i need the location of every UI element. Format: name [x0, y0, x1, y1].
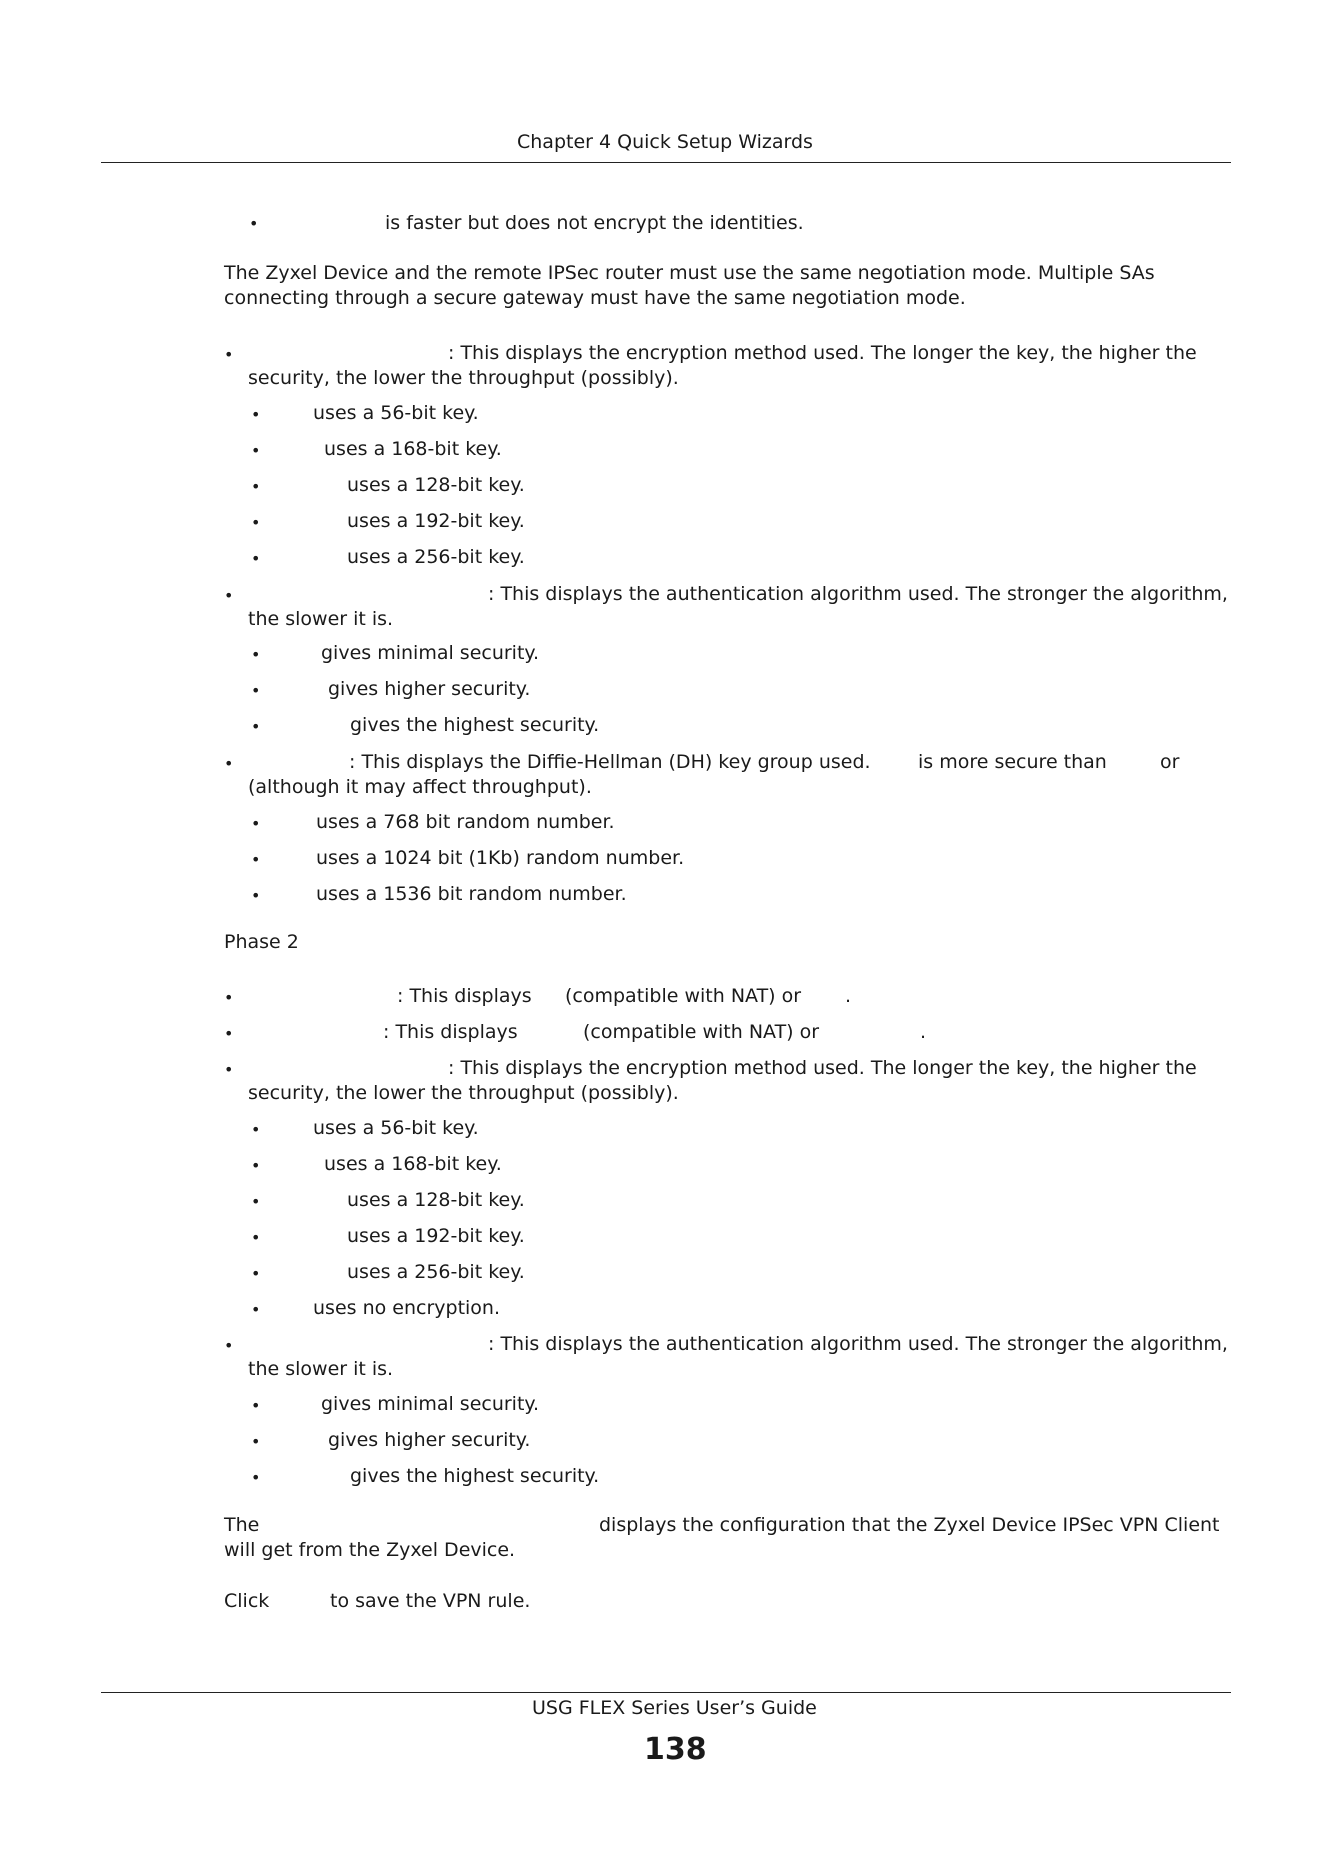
- text-line: is more secure than: [918, 751, 1107, 773]
- text-line: displays the configuration that the Zyxel Device IPSec VPN Client: [599, 1514, 1220, 1536]
- text-line: uses a 56-bit key.: [313, 1117, 479, 1139]
- bullet-marker: [251, 852, 260, 868]
- bullet-marker: [251, 407, 260, 423]
- text-line: uses a 168-bit key.: [324, 438, 502, 460]
- text-line: or: [1160, 751, 1180, 773]
- text-line: uses no encryption.: [313, 1297, 501, 1319]
- bullet-marker: [251, 888, 260, 904]
- text-line: to save the VPN rule.: [330, 1590, 531, 1612]
- bullet-marker: [251, 1434, 260, 1450]
- text-line: is faster but does not encrypt the identities.: [385, 212, 804, 234]
- text-line: uses a 768 bit random number.: [316, 811, 615, 833]
- bullet-marker: [251, 1266, 260, 1282]
- text-line: The: [224, 1514, 260, 1536]
- text-line: will get from the Zyxel Device.: [224, 1539, 516, 1561]
- text-line: uses a 192-bit key.: [347, 1225, 525, 1247]
- bullet-marker: [251, 816, 260, 832]
- bullet-marker: [224, 990, 233, 1006]
- bullet-marker: [224, 1062, 233, 1078]
- text-line: uses a 56-bit key.: [313, 402, 479, 424]
- text-line: : This displays the authentication algorithm used. The stronger the algorithm,: [488, 1333, 1228, 1355]
- text-line: : This displays the encryption method used. The longer the key, the higher the: [448, 1057, 1197, 1079]
- bullet-marker: [251, 1230, 260, 1246]
- bullet-marker: [251, 1122, 260, 1138]
- bullet-marker: [251, 647, 260, 663]
- text-line: uses a 168-bit key.: [324, 1153, 502, 1175]
- bullet-marker: [251, 1302, 260, 1318]
- text-line: .: [845, 985, 852, 1007]
- text-line: : This displays: [397, 985, 532, 1007]
- bullet-marker: [251, 515, 260, 531]
- header-rule: [101, 162, 1231, 163]
- bullet-marker: [224, 756, 233, 772]
- text-line: (although it may affect throughput).: [248, 776, 592, 798]
- text-line: Click: [224, 1590, 270, 1612]
- text-line: uses a 1024 bit (1Kb) random number.: [316, 847, 685, 869]
- text-line: uses a 128-bit key.: [347, 474, 525, 496]
- text-line: uses a 256-bit key.: [347, 1261, 525, 1283]
- footer-guide-title: USG FLEX Series User’s Guide: [532, 1697, 817, 1719]
- text-line: gives higher security.: [328, 1429, 531, 1451]
- bullet-marker: [224, 588, 233, 604]
- bullet-marker: [251, 1194, 260, 1210]
- bullet-marker: [249, 216, 258, 232]
- bullet-marker: [224, 1338, 233, 1354]
- bullet-marker: [251, 719, 260, 735]
- text-line: : This displays the Diffie-Hellman (DH) key group used.: [349, 751, 871, 773]
- text-line: the slower it is.: [248, 608, 394, 630]
- text-line: uses a 256-bit key.: [347, 546, 525, 568]
- footer-rule: [101, 1692, 1231, 1693]
- text-line: : This displays the encryption method used. The longer the key, the higher the: [448, 342, 1197, 364]
- bullet-marker: [251, 443, 260, 459]
- bullet-marker: [224, 1026, 233, 1042]
- section-label: Phase 2: [224, 931, 299, 953]
- text-line: (compatible with NAT) or: [565, 985, 802, 1007]
- bullet-marker: [251, 683, 260, 699]
- text-line: gives minimal security.: [321, 1393, 539, 1415]
- bullet-marker: [251, 1158, 260, 1174]
- page-number: 138: [644, 1732, 707, 1767]
- text-line: uses a 192-bit key.: [347, 510, 525, 532]
- text-line: gives the highest security.: [350, 1465, 600, 1487]
- bullet-marker: [251, 1470, 260, 1486]
- text-line: (compatible with NAT) or: [583, 1021, 820, 1043]
- text-line: connecting through a secure gateway must have the same negotiation mode.: [224, 287, 966, 309]
- bullet-marker: [251, 1398, 260, 1414]
- text-line: uses a 1536 bit random number.: [316, 883, 627, 905]
- text-line: gives minimal security.: [321, 642, 539, 664]
- text-line: : This displays the authentication algorithm used. The stronger the algorithm,: [488, 583, 1228, 605]
- text-line: uses a 128-bit key.: [347, 1189, 525, 1211]
- text-line: gives higher security.: [328, 678, 531, 700]
- text-line: .: [920, 1021, 927, 1043]
- text-line: the slower it is.: [248, 1358, 394, 1380]
- text-line: : This displays: [383, 1021, 518, 1043]
- bullet-marker: [224, 347, 233, 363]
- text-line: The Zyxel Device and the remote IPSec router must use the same negotiation mode. Multiple SAs: [224, 262, 1155, 284]
- bullet-marker: [251, 551, 260, 567]
- bullet-marker: [251, 479, 260, 495]
- text-line: gives the highest security.: [350, 714, 600, 736]
- text-line: security, the lower the throughput (possibly).: [248, 367, 679, 389]
- text-line: security, the lower the throughput (possibly).: [248, 1082, 679, 1104]
- running-header: Chapter 4 Quick Setup Wizards: [517, 131, 813, 153]
